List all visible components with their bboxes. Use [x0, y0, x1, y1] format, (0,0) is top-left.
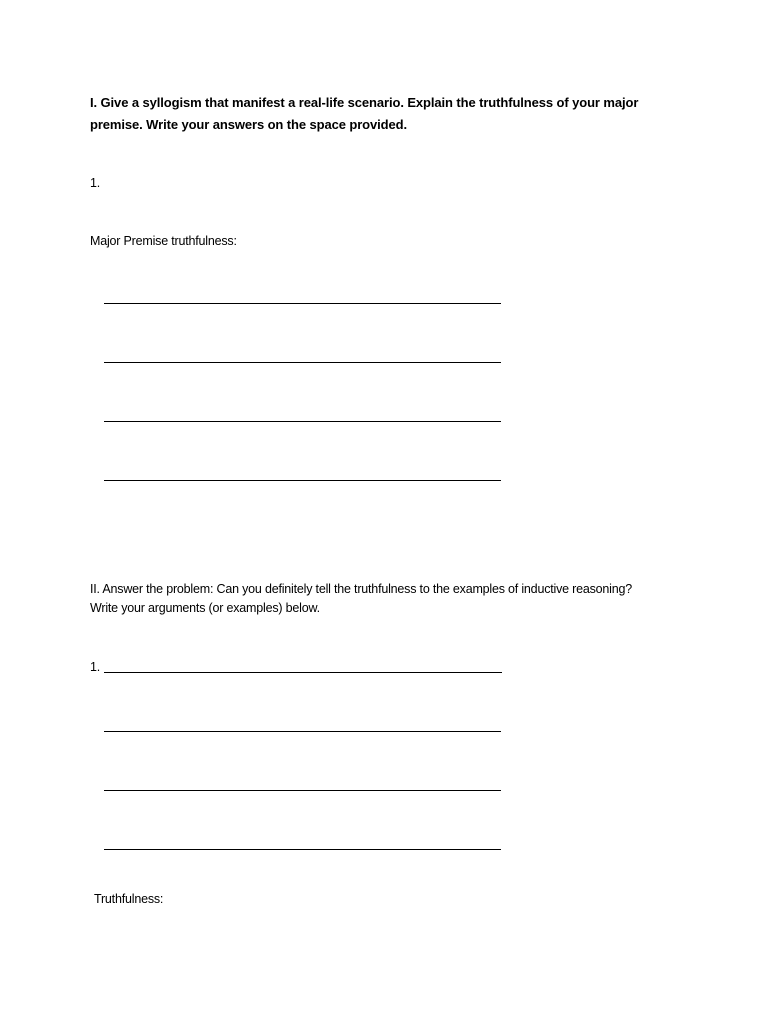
answer-line[interactable]	[104, 303, 501, 304]
answer-line[interactable]	[104, 362, 501, 363]
answer-line[interactable]	[104, 672, 502, 673]
section-1-instruction-line-1: I. Give a syllogism that manifest a real-life scenario. Explain the truthfulness of your major	[90, 95, 639, 110]
section-1-instruction	[90, 92, 730, 136]
section-2-instruction-line-1: II. Answer the problem: Can you definitely tell the truthfulness to the examples of inductive reasoning?	[90, 582, 633, 596]
section-2-instruction-line-2: Write your arguments (or examples) below.	[90, 601, 320, 615]
answer-line[interactable]	[104, 421, 501, 422]
section-2-instruction	[90, 580, 750, 618]
answer-line[interactable]	[104, 731, 501, 732]
section-2-item-number: 1.	[90, 660, 101, 674]
section-1-instruction-line-2: premise. Write your answers on the space provided.	[90, 117, 407, 132]
answer-line[interactable]	[104, 849, 501, 850]
truthfulness-label: Truthfulness:	[94, 892, 164, 906]
answer-line[interactable]	[104, 480, 501, 481]
major-premise-label: Major Premise truthfulness:	[90, 234, 237, 248]
answer-line[interactable]	[104, 790, 501, 791]
section-1-item-number: 1.	[90, 176, 101, 190]
